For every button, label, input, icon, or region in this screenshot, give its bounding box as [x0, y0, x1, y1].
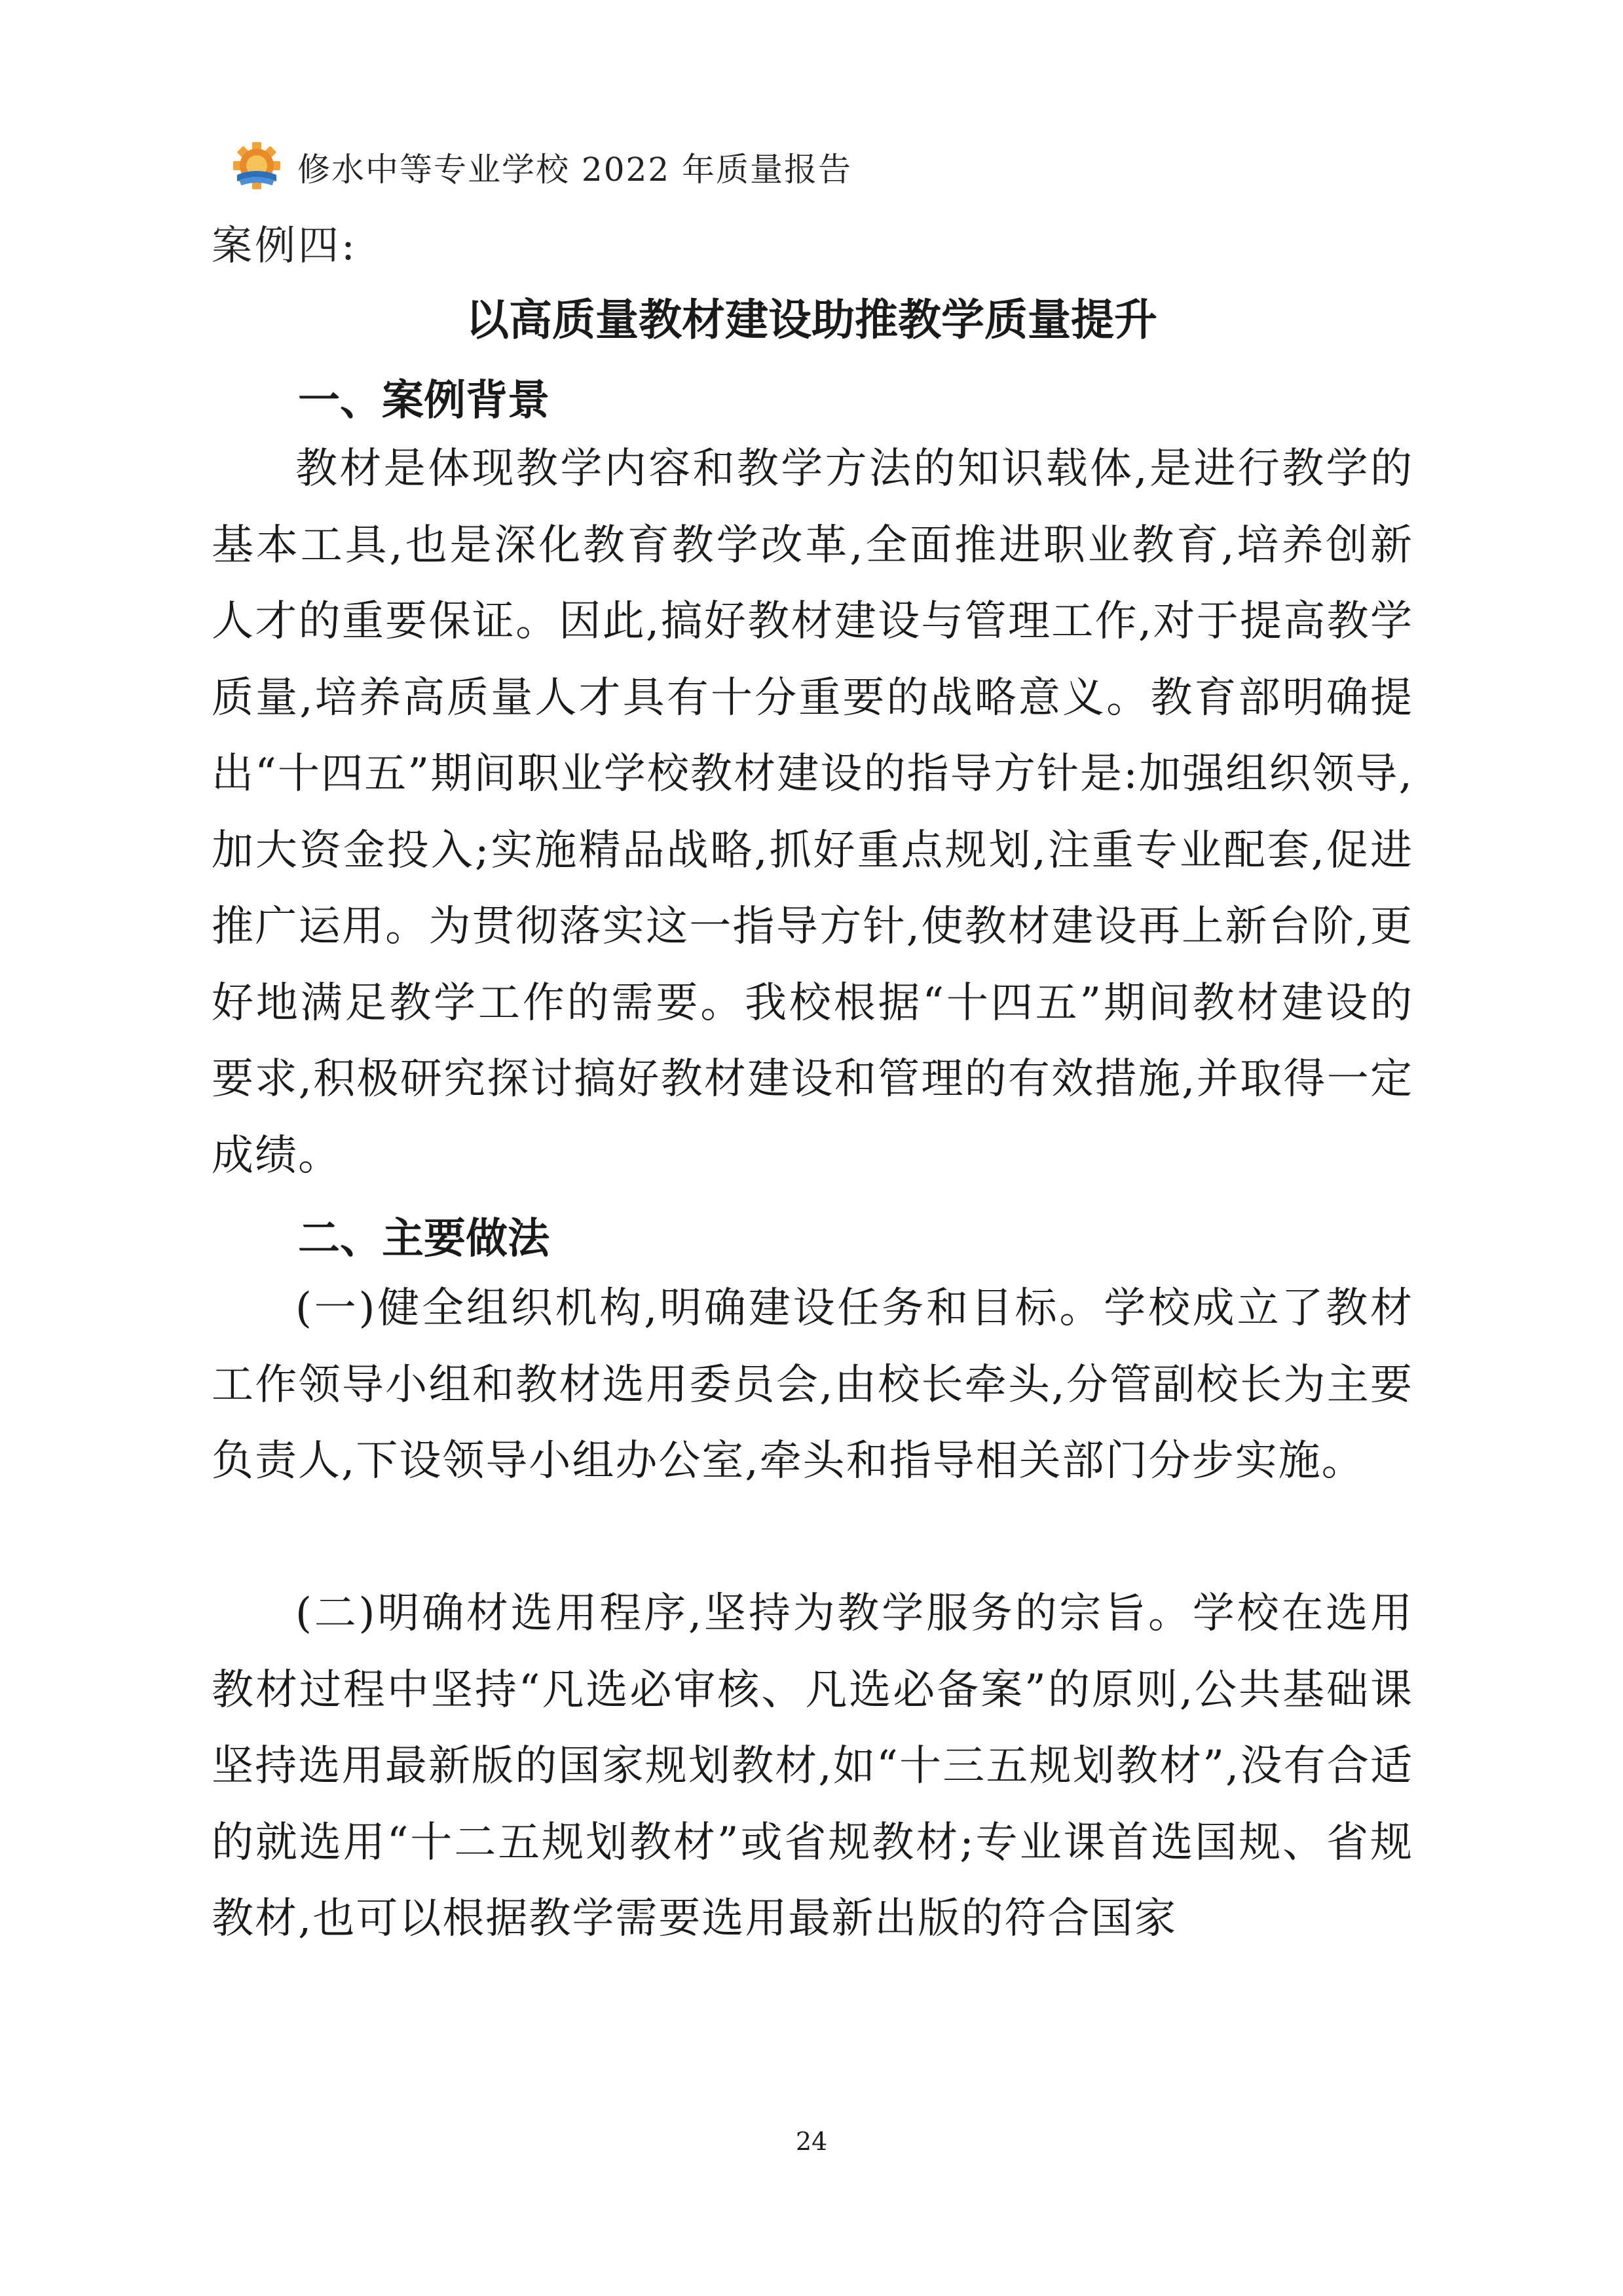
page-header	[229, 138, 852, 196]
paragraph-selection-procedure: (二)明确材选用程序,坚持为教学服务的宗旨。学校在选用教材过程中坚持“凡选必审核、凡选必备案”的原则,公共基础课坚持选用最新版的国家规划教材,如“十三五规划教材”,没有合适的就选用“十二五规划教材”或省规教材;专业课首选国规、省规教材,也可以根据教学需要选用最新出版的符合国家	[212, 1589, 1413, 1943]
case-label: 案例四:	[212, 221, 358, 269]
paragraph-background: 教材是体现教学内容和教学方法的知识载体,是进行教学的基本工具,也是深化教育教学改革,全面推进职业教育,培养创新人才的重要保证。因此,搞好教材建设与管理工作,对于提高教学质量,培养高质量人才具有十分重要的战略意义。教育部明确提出“十四五”期间职业学校教材建设的指导方针是:加强组织领导,加大资金投入;实施精品战略,抓好重点规划,注重专业配套,促进推广运用。为贯彻落实这一指导方针,使教材建设再上新台阶,更好地满足教学工作的需要。我校根据“十四五”期间教材建设的要求,积极研究探讨搞好教材建设和管理的有效措施,并取得一定成绩。	[212, 445, 1413, 1180]
section-heading-background: 一、案例背景	[298, 377, 550, 425]
section-heading-main-practices: 二、主要做法	[298, 1215, 550, 1263]
school-emblem-icon	[229, 139, 284, 194]
document-title: 以高质量教材建设助推教学质量提升	[466, 295, 1157, 345]
page-number: 24	[795, 2127, 828, 2156]
header-title: 修水中等专业学校 2022 年质量报告	[297, 151, 853, 189]
paragraph-organization: (一)健全组织机构,明确建设任务和目标。学校成立了教材工作领导小组和教材选用委员会,由校长牵头,分管副校长为主要负责人,下设领导小组办公室,牵头和指导相关部门分步实施。	[212, 1284, 1413, 1485]
